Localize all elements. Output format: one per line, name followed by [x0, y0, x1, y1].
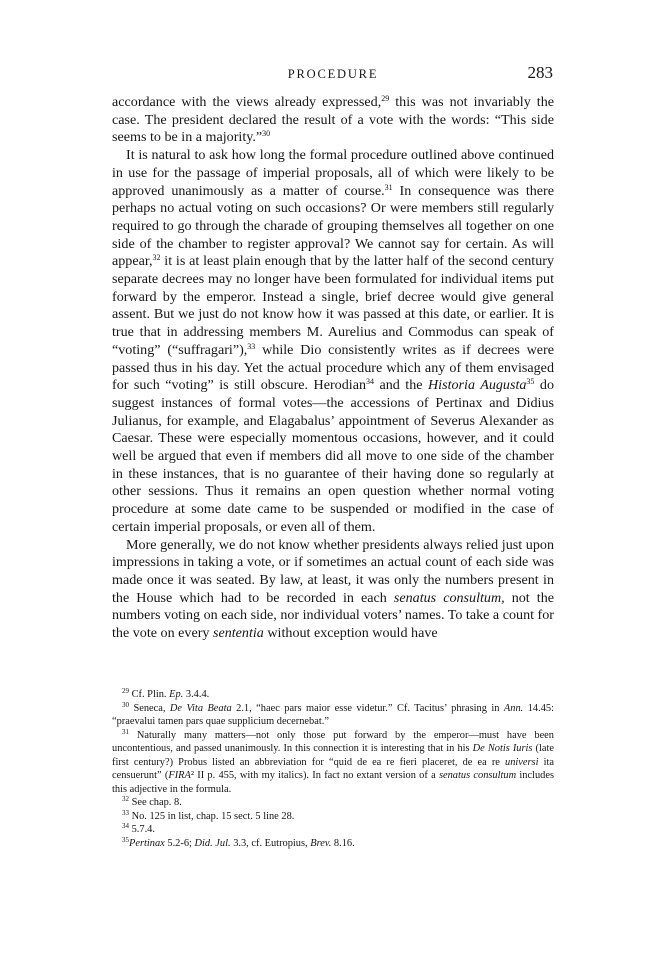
text-run: includes this adjective in the formula.	[112, 770, 554, 795]
paragraph	[112, 147, 554, 536]
text-run: In consequence was there perhaps no actual voting on such occasions? Or were members still regularly required to go through the charade of grouping themselves all together on one side of the chamber to register approval? We cannot say for certain. As will appear,	[112, 182, 554, 270]
footnote-ref: 30	[122, 700, 129, 709]
italic-text: Brev.	[310, 837, 332, 849]
italic-text: Ep.	[169, 689, 184, 700]
italic-text: De Notis Iuris	[472, 743, 533, 754]
footnote-ref: 35	[122, 835, 129, 844]
footnote-ref: 31	[122, 727, 129, 736]
footnotes	[112, 688, 554, 850]
footnote-ref: 32	[122, 795, 129, 803]
running-head: PROCEDURE	[287, 67, 379, 81]
footnote-ref: 35	[526, 377, 535, 387]
footnote	[112, 729, 554, 797]
footnote	[112, 823, 554, 837]
body-text	[112, 94, 554, 643]
footnote	[112, 810, 554, 824]
italic-text: Ann.	[503, 702, 524, 714]
text-run: No. 125 in list, chap. 15 sect. 5 line 28.	[129, 810, 295, 822]
text-run: and the	[374, 377, 428, 394]
footnote	[112, 688, 554, 702]
text-run: 3.3, cf. Eutropius,	[230, 837, 311, 849]
text-run: without exception would have	[263, 625, 438, 642]
paragraph	[112, 537, 554, 643]
text-run: More generally, we do not know whether presidents always relied just upon impressions in taking a vote, or if sometimes an actual count of each side was made once it was seated. By law, at least, it was only the numbers present in the House which had to be recorded in each	[112, 536, 554, 606]
footnote	[112, 796, 554, 810]
footnote-ref: 29	[122, 687, 129, 695]
text-run: See chap. 8.	[129, 797, 182, 808]
page-number: 283	[527, 63, 553, 82]
text-run: this was not invariably the case. The president declared the result of a vote with the words: “This side seems to be in a majority.”	[112, 94, 554, 146]
italic-text: FIRA	[168, 770, 191, 781]
footnote-ref: 33	[122, 808, 129, 817]
italic-text: Did. Jul.	[194, 837, 231, 849]
page-header	[113, 63, 553, 85]
italic-text: Historia Augusta	[428, 377, 527, 394]
text-run: (late first century?) Probus listed an abbreviation for “quid de ea re fieri placeret, de ea re	[112, 743, 554, 768]
text-run: 5.7.4.	[129, 824, 155, 835]
text-run: 14.45: “praevalui tamen pars quae supplicium decernebat.”	[112, 702, 554, 727]
text-run: 2.1, “haec pars maior esse videtur.” Cf. Tacitus’ phrasing in	[231, 702, 504, 714]
footnote-ref: 33	[247, 341, 256, 351]
italic-text: universi	[505, 756, 539, 768]
footnote-ref: 30	[262, 129, 271, 139]
text-run: 8.16.	[331, 837, 355, 849]
text-run: Seneca,	[129, 702, 170, 714]
text-run: accordance with the views already expressed,	[112, 94, 382, 110]
text-run: it is at least plain enough that by the latter half of the second century separate decrees may no longer have been formulated for individual items put forward by the emperor. Instead a single, brief decree would give general assent. But we just do not know how it was passed at this date, or earlier. It is true that in addressing members M. Aurelius and Commodus can speak of “voting” (“suffragari”),	[112, 253, 554, 358]
text-run: Naturally many matters—not only those put forward by the emperor—must have been uncontentious, and passed unanimously. In this connection it is interesting that in his	[112, 729, 554, 754]
text-run: ² II p. 455, with my italics). In fact no extant version of a	[190, 770, 439, 781]
footnote-ref: 31	[384, 182, 393, 192]
italic-text: De Vita Beata	[169, 702, 232, 714]
text-run: 5.2-6;	[164, 837, 195, 849]
footnote	[112, 837, 554, 851]
italic-text: Pertinax	[129, 837, 165, 849]
paragraph	[112, 94, 554, 147]
italic-text: sententia	[212, 625, 264, 642]
footnote-ref: 32	[152, 253, 161, 263]
text-run: 3.4.4.	[183, 689, 210, 700]
text-run: do suggest instances of formal votes—the accessions of Pertinax and Didius Julianus, for example, and Elagabalus’ appointment of Severus Alexander as Caesar. These were especially momentous occasions, however, and it could well be argued that even if members did all move to one side of the chamber in these instances, that is no guarantee of their having done so regularly at other sessions. Thus it remains an open question whether normal voting procedure at some date came to be suspended or modified in the case of certain imperial proposals, or even all of them.	[112, 377, 554, 535]
footnote	[112, 702, 554, 729]
italic-text: senatus consultum,	[393, 589, 505, 606]
text-run: while Dio consistently writes as if decrees were passed thus in his day. Yet the actual procedure which any of them envisaged for such “voting” is still obscure. Herodian	[112, 341, 554, 394]
text-run: ita censuerunt” (	[112, 756, 554, 781]
footnote-ref: 34	[122, 822, 129, 830]
text-run: not the numbers voting on each side, nor individual voters’ names. To take a count for the vote on every	[112, 589, 554, 642]
italic-text: senatus consultum	[438, 770, 517, 781]
text-run: It is natural to ask how long the formal procedure outlined above continued in use for the passage of imperial proposals, all of which were likely to be approved unanimously as a matter of course.	[112, 147, 554, 199]
footnote-ref: 29	[381, 94, 390, 103]
footnote-ref: 34	[366, 377, 374, 387]
text-run: Cf. Plin.	[129, 689, 170, 700]
